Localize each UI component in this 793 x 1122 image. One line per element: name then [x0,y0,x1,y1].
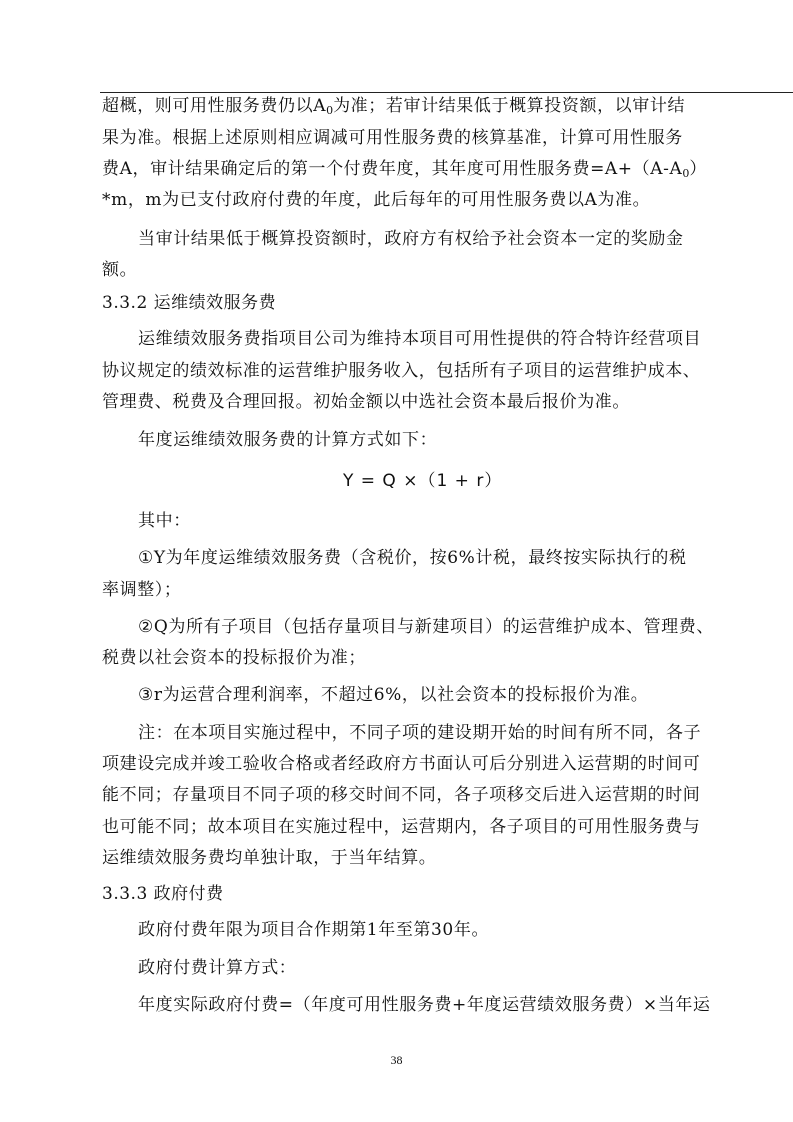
availability-clause-line-3-part-a: 费A，审计结果确定后的第一个付费年度，其年度可用性服务费=A+（A-A [102,159,683,179]
ops-fee-definition-line-1: 运维绩效服务费指项目公司为维持本项目可用性提供的符合特许经营项目 [138,329,702,349]
gov-payment-term: 政府付费年限为项目合作期第1年至第30年。 [138,920,490,940]
definition-item-1-line-1: ①Y为年度运维绩效服务费（含税价，按6%计税，最终按实际执行的税 [138,548,687,568]
availability-clause-line-4: *m，m为已支付政府付费的年度，此后每年的可用性服务费以A为准。 [102,190,651,210]
availability-clause-line-3 [102,157,707,186]
page-number: 38 [390,1053,403,1067]
ops-fee-definition-line-3: 管理费、税费及合理回报。初始金额以中选社会资本最后报价为准。 [102,392,630,412]
reward-paragraph-line-1: 当审计结果低于概算投资额时，政府方有权给予社会资本一定的奖励金 [138,229,684,249]
note-line-1: 注：在本项目实施过程中，不同子项的建设期开始的时间有所不同，各子 [138,723,702,743]
note-line-3: 能不同；存量项目不同子项的移交时间不同，各子项移交后进入运营期的时间 [102,785,701,805]
note-line-5: 运维绩效服务费均单独计取，于当年结算。 [102,848,437,868]
availability-clause-line-1 [102,94,685,123]
note-line-2: 项建设完成并竣工验收合格或者经政府方书面认可后分别进入运营期的时间可 [102,754,701,774]
availability-clause-line-2: 果为准。根据上述原则相应调减可用性服务费的核算基准，计算可用性服务 [102,128,683,148]
note-line-4: 也可能不同；故本项目在实施过程中，运营期内，各子项目的可用性服务费与 [102,817,701,837]
definition-item-3: ③r为运营合理利润率，不超过6%，以社会资本的投标报价为准。 [138,685,649,705]
section-3-3-3-heading: 3.3.3 政府付费 [102,884,224,904]
definition-item-2-line-2: 税费以社会资本的投标报价为准； [102,648,366,668]
ops-fee-definition-line-2: 协议规定的绩效标准的运营维护服务收入，包括所有子项目的运营维护成本、 [102,361,701,381]
a0-subscript: 0 [682,167,690,180]
definition-item-2-line-1: ②Q为所有子项目（包括存量项目与新建项目）的运营维护成本、管理费、 [138,617,714,637]
formula-intro: 年度运维绩效服务费的计算方式如下： [138,430,438,450]
availability-clause-line-3-part-b: ） [689,159,707,179]
availability-clause-line-1-part-b: 为准；若审计结果低于概算投资额，以审计结 [333,96,686,116]
reward-paragraph-line-2: 额。 [102,260,138,280]
definition-item-1-line-2: 率调整）； [102,580,182,600]
availability-clause-line-1-part-a: 超概，则可用性服务费仍以A [102,96,327,116]
gov-payment-formula: 年度实际政府付费=（年度可用性服务费+年度运营绩效服务费）×当年运 [138,995,711,1015]
a0-subscript: 0 [326,104,334,117]
ops-fee-formula: Y = Q ×（1 + r） [343,471,503,491]
gov-payment-method-label: 政府付费计算方式： [138,958,297,978]
section-3-3-2-heading: 3.3.2 运维绩效服务费 [102,293,277,313]
header-rule [100,92,793,93]
where-label: 其中： [138,511,191,531]
